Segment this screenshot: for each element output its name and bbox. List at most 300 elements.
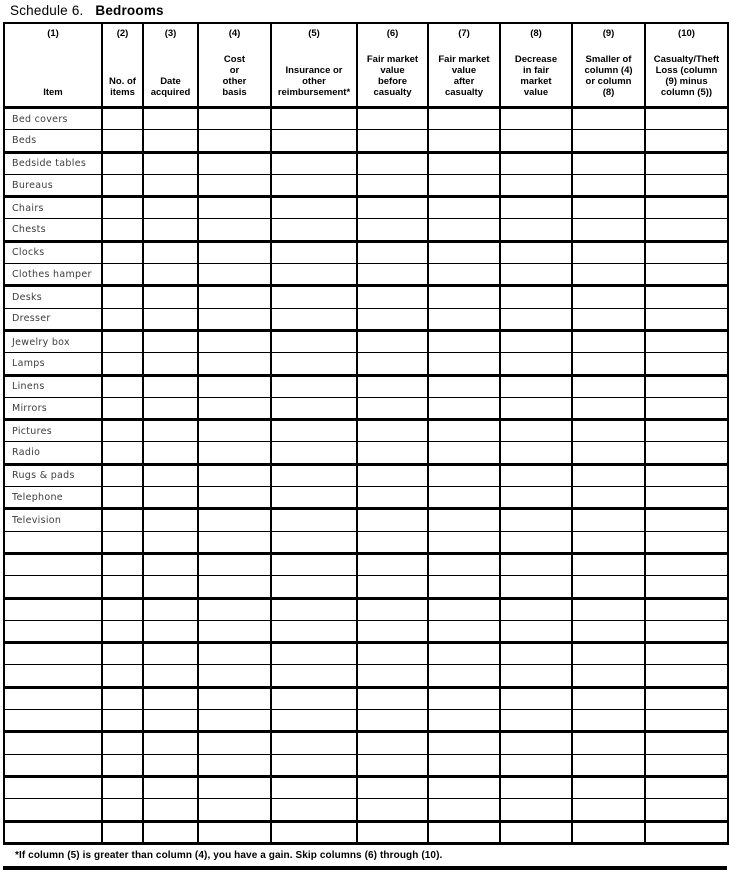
column-label: Casualty/Theft Loss (column (9) minus column (5))	[653, 54, 720, 98]
value-cell	[500, 420, 572, 442]
value-cell	[102, 219, 143, 241]
item-label: Dresser	[4, 308, 102, 330]
value-cell	[271, 687, 357, 709]
value-cell	[645, 219, 728, 241]
value-cell	[357, 799, 428, 821]
value-cell	[271, 464, 357, 486]
value-cell	[500, 130, 572, 152]
value-cell	[102, 308, 143, 330]
value-cell	[500, 286, 572, 308]
value-cell	[357, 643, 428, 665]
value-cell	[428, 776, 500, 798]
value-cell	[198, 174, 271, 196]
value-cell	[357, 821, 428, 843]
value-cell	[428, 264, 500, 286]
column-label: Item	[43, 87, 63, 98]
value-cell	[500, 821, 572, 843]
value-cell	[572, 799, 645, 821]
value-cell	[271, 620, 357, 642]
value-cell	[572, 620, 645, 642]
value-cell	[143, 353, 198, 375]
value-cell	[198, 197, 271, 219]
value-cell	[357, 130, 428, 152]
value-cell	[143, 732, 198, 754]
value-cell	[572, 553, 645, 575]
value-cell	[271, 264, 357, 286]
value-cell	[500, 219, 572, 241]
table-row	[4, 665, 728, 687]
column-header-5	[271, 23, 357, 108]
value-cell	[271, 821, 357, 843]
value-cell	[102, 799, 143, 821]
value-cell	[271, 754, 357, 776]
value-cell	[143, 754, 198, 776]
value-cell	[572, 509, 645, 531]
value-cell	[645, 420, 728, 442]
value-cell	[198, 687, 271, 709]
table-row	[4, 197, 728, 219]
table-row	[4, 130, 728, 152]
value-cell	[572, 152, 645, 174]
value-cell	[428, 799, 500, 821]
value-cell	[645, 598, 728, 620]
footnote: *If column (5) is greater than column (4), you have a gain. Skip columns (6) through (10).	[15, 850, 443, 861]
value-cell	[645, 531, 728, 553]
value-cell	[271, 420, 357, 442]
value-cell	[102, 487, 143, 509]
value-cell	[143, 397, 198, 419]
value-cell	[102, 531, 143, 553]
value-cell	[645, 264, 728, 286]
item-label: Radio	[4, 442, 102, 464]
value-cell	[572, 264, 645, 286]
value-cell	[428, 130, 500, 152]
value-cell	[102, 643, 143, 665]
value-cell	[500, 710, 572, 732]
table-row	[4, 464, 728, 486]
value-cell	[357, 732, 428, 754]
value-cell	[428, 397, 500, 419]
value-cell	[143, 776, 198, 798]
bottom-rule-divider	[3, 866, 727, 870]
value-cell	[428, 330, 500, 352]
value-cell	[271, 241, 357, 263]
value-cell	[143, 665, 198, 687]
column-number: (6)	[386, 28, 399, 39]
value-cell	[572, 487, 645, 509]
value-cell	[102, 286, 143, 308]
value-cell	[143, 464, 198, 486]
value-cell	[428, 553, 500, 575]
value-cell	[500, 464, 572, 486]
table-row	[4, 108, 728, 130]
column-header-9	[572, 23, 645, 108]
value-cell	[572, 464, 645, 486]
table-row	[4, 487, 728, 509]
value-cell	[198, 308, 271, 330]
value-cell	[271, 776, 357, 798]
value-cell	[143, 799, 198, 821]
table-row	[4, 241, 728, 263]
table-row	[4, 732, 728, 754]
value-cell	[428, 821, 500, 843]
value-cell	[500, 598, 572, 620]
value-cell	[198, 576, 271, 598]
value-cell	[143, 442, 198, 464]
value-cell	[500, 576, 572, 598]
value-cell	[271, 598, 357, 620]
value-cell	[572, 174, 645, 196]
table-row	[4, 420, 728, 442]
column-label: No. of items	[109, 76, 136, 98]
value-cell	[428, 286, 500, 308]
value-cell	[102, 330, 143, 352]
value-cell	[645, 197, 728, 219]
value-cell	[271, 509, 357, 531]
value-cell	[271, 732, 357, 754]
value-cell	[500, 108, 572, 130]
value-cell	[271, 487, 357, 509]
value-cell	[645, 353, 728, 375]
value-cell	[572, 241, 645, 263]
value-cell	[572, 576, 645, 598]
value-cell	[102, 687, 143, 709]
value-cell	[357, 375, 428, 397]
table-row	[4, 264, 728, 286]
value-cell	[572, 732, 645, 754]
table-row	[4, 509, 728, 531]
value-cell	[357, 286, 428, 308]
column-number: (5)	[308, 28, 320, 39]
value-cell	[143, 710, 198, 732]
value-cell	[645, 620, 728, 642]
value-cell	[645, 509, 728, 531]
value-cell	[645, 241, 728, 263]
value-cell	[500, 754, 572, 776]
value-cell	[428, 598, 500, 620]
value-cell	[572, 397, 645, 419]
value-cell	[645, 108, 728, 130]
value-cell	[357, 308, 428, 330]
item-cell-blank	[4, 620, 102, 642]
item-label: Bed covers	[4, 108, 102, 130]
value-cell	[645, 152, 728, 174]
value-cell	[198, 152, 271, 174]
table-row	[4, 174, 728, 196]
item-cell-blank	[4, 598, 102, 620]
value-cell	[143, 219, 198, 241]
value-cell	[357, 620, 428, 642]
value-cell	[357, 420, 428, 442]
item-label: Lamps	[4, 353, 102, 375]
table-row	[4, 219, 728, 241]
value-cell	[143, 687, 198, 709]
value-cell	[198, 264, 271, 286]
value-cell	[102, 821, 143, 843]
value-cell	[143, 375, 198, 397]
value-cell	[645, 821, 728, 843]
value-cell	[357, 776, 428, 798]
value-cell	[143, 643, 198, 665]
value-cell	[143, 330, 198, 352]
value-cell	[271, 643, 357, 665]
value-cell	[198, 732, 271, 754]
value-cell	[198, 130, 271, 152]
value-cell	[198, 464, 271, 486]
item-label: Beds	[4, 130, 102, 152]
item-label: Linens	[4, 375, 102, 397]
item-cell-blank	[4, 531, 102, 553]
value-cell	[102, 442, 143, 464]
item-cell-blank	[4, 553, 102, 575]
value-cell	[102, 710, 143, 732]
value-cell	[357, 397, 428, 419]
value-cell	[500, 487, 572, 509]
value-cell	[198, 598, 271, 620]
value-cell	[500, 643, 572, 665]
value-cell	[500, 687, 572, 709]
column-number: (10)	[678, 28, 695, 39]
value-cell	[102, 397, 143, 419]
value-cell	[102, 553, 143, 575]
value-cell	[645, 330, 728, 352]
column-header-2	[102, 23, 143, 108]
value-cell	[572, 710, 645, 732]
item-cell-blank	[4, 821, 102, 843]
value-cell	[102, 375, 143, 397]
value-cell	[428, 531, 500, 553]
value-cell	[428, 241, 500, 263]
value-cell	[102, 776, 143, 798]
item-cell-blank	[4, 776, 102, 798]
column-number: (8)	[530, 28, 542, 39]
table-row	[4, 776, 728, 798]
value-cell	[428, 665, 500, 687]
value-cell	[102, 576, 143, 598]
page-title	[10, 3, 164, 18]
value-cell	[428, 576, 500, 598]
value-cell	[572, 531, 645, 553]
value-cell	[572, 353, 645, 375]
value-cell	[428, 353, 500, 375]
value-cell	[428, 308, 500, 330]
value-cell	[143, 598, 198, 620]
value-cell	[198, 219, 271, 241]
value-cell	[271, 219, 357, 241]
value-cell	[198, 509, 271, 531]
value-cell	[357, 219, 428, 241]
value-cell	[143, 487, 198, 509]
table-row	[4, 754, 728, 776]
value-cell	[198, 754, 271, 776]
value-cell	[572, 130, 645, 152]
value-cell	[198, 710, 271, 732]
value-cell	[102, 108, 143, 130]
value-cell	[645, 776, 728, 798]
table-row	[4, 576, 728, 598]
value-cell	[428, 152, 500, 174]
table-row	[4, 553, 728, 575]
value-cell	[645, 553, 728, 575]
value-cell	[102, 509, 143, 531]
value-cell	[271, 353, 357, 375]
value-cell	[198, 821, 271, 843]
value-cell	[645, 442, 728, 464]
item-label: Pictures	[4, 420, 102, 442]
value-cell	[500, 509, 572, 531]
value-cell	[500, 732, 572, 754]
value-cell	[500, 330, 572, 352]
value-cell	[428, 710, 500, 732]
value-cell	[572, 687, 645, 709]
value-cell	[645, 464, 728, 486]
value-cell	[271, 576, 357, 598]
value-cell	[198, 553, 271, 575]
schedule-table	[3, 22, 729, 845]
value-cell	[500, 553, 572, 575]
value-cell	[102, 620, 143, 642]
value-cell	[102, 152, 143, 174]
value-cell	[357, 197, 428, 219]
value-cell	[143, 531, 198, 553]
value-cell	[271, 330, 357, 352]
value-cell	[428, 442, 500, 464]
value-cell	[645, 576, 728, 598]
value-cell	[143, 108, 198, 130]
value-cell	[428, 754, 500, 776]
value-cell	[198, 776, 271, 798]
value-cell	[198, 531, 271, 553]
value-cell	[102, 174, 143, 196]
value-cell	[271, 531, 357, 553]
table-row	[4, 799, 728, 821]
value-cell	[500, 174, 572, 196]
value-cell	[500, 152, 572, 174]
item-cell-blank	[4, 710, 102, 732]
table-row	[4, 643, 728, 665]
column-header-6	[357, 23, 428, 108]
column-header-1	[4, 23, 102, 108]
value-cell	[198, 799, 271, 821]
item-cell-blank	[4, 576, 102, 598]
value-cell	[645, 286, 728, 308]
value-cell	[102, 754, 143, 776]
value-cell	[198, 487, 271, 509]
item-label: Mirrors	[4, 397, 102, 419]
schedule-number: Schedule 6.	[10, 3, 84, 18]
value-cell	[198, 375, 271, 397]
value-cell	[428, 197, 500, 219]
column-number: (9)	[602, 28, 615, 39]
value-cell	[500, 531, 572, 553]
column-number: (7)	[458, 28, 470, 39]
column-label: Date acquired	[150, 76, 191, 98]
value-cell	[572, 108, 645, 130]
value-cell	[102, 130, 143, 152]
value-cell	[428, 687, 500, 709]
column-header-10	[645, 23, 728, 108]
value-cell	[271, 553, 357, 575]
value-cell	[198, 286, 271, 308]
item-label: Chairs	[4, 197, 102, 219]
table-row	[4, 687, 728, 709]
column-number: (2)	[116, 28, 129, 39]
value-cell	[572, 821, 645, 843]
value-cell	[500, 776, 572, 798]
value-cell	[428, 219, 500, 241]
column-label: Cost or other basis	[222, 54, 247, 98]
column-label: Insurance or other reimbursement*	[277, 65, 351, 98]
item-cell-blank	[4, 665, 102, 687]
item-label: Telephone	[4, 487, 102, 509]
column-header-7	[428, 23, 500, 108]
value-cell	[645, 643, 728, 665]
value-cell	[102, 665, 143, 687]
value-cell	[357, 509, 428, 531]
value-cell	[645, 687, 728, 709]
value-cell	[428, 487, 500, 509]
value-cell	[357, 108, 428, 130]
value-cell	[143, 308, 198, 330]
value-cell	[102, 353, 143, 375]
value-cell	[500, 665, 572, 687]
value-cell	[645, 665, 728, 687]
value-cell	[143, 264, 198, 286]
value-cell	[500, 308, 572, 330]
value-cell	[271, 397, 357, 419]
item-label: Desks	[4, 286, 102, 308]
value-cell	[357, 531, 428, 553]
value-cell	[572, 643, 645, 665]
table-row	[4, 308, 728, 330]
value-cell	[271, 308, 357, 330]
column-number: (1)	[47, 28, 59, 39]
value-cell	[143, 152, 198, 174]
value-cell	[357, 152, 428, 174]
value-cell	[143, 509, 198, 531]
column-number: (3)	[164, 28, 177, 39]
value-cell	[102, 241, 143, 263]
value-cell	[102, 420, 143, 442]
value-cell	[428, 174, 500, 196]
value-cell	[357, 241, 428, 263]
value-cell	[572, 665, 645, 687]
value-cell	[645, 130, 728, 152]
value-cell	[645, 754, 728, 776]
value-cell	[500, 799, 572, 821]
value-cell	[198, 442, 271, 464]
value-cell	[645, 487, 728, 509]
table-row	[4, 353, 728, 375]
value-cell	[428, 375, 500, 397]
table-row	[4, 397, 728, 419]
item-cell-blank	[4, 687, 102, 709]
value-cell	[271, 130, 357, 152]
table-row	[4, 620, 728, 642]
value-cell	[500, 397, 572, 419]
value-cell	[428, 732, 500, 754]
value-cell	[271, 197, 357, 219]
value-cell	[428, 620, 500, 642]
value-cell	[357, 330, 428, 352]
table-row	[4, 710, 728, 732]
value-cell	[357, 598, 428, 620]
value-cell	[102, 598, 143, 620]
value-cell	[102, 264, 143, 286]
value-cell	[102, 197, 143, 219]
value-cell	[198, 241, 271, 263]
value-cell	[143, 420, 198, 442]
